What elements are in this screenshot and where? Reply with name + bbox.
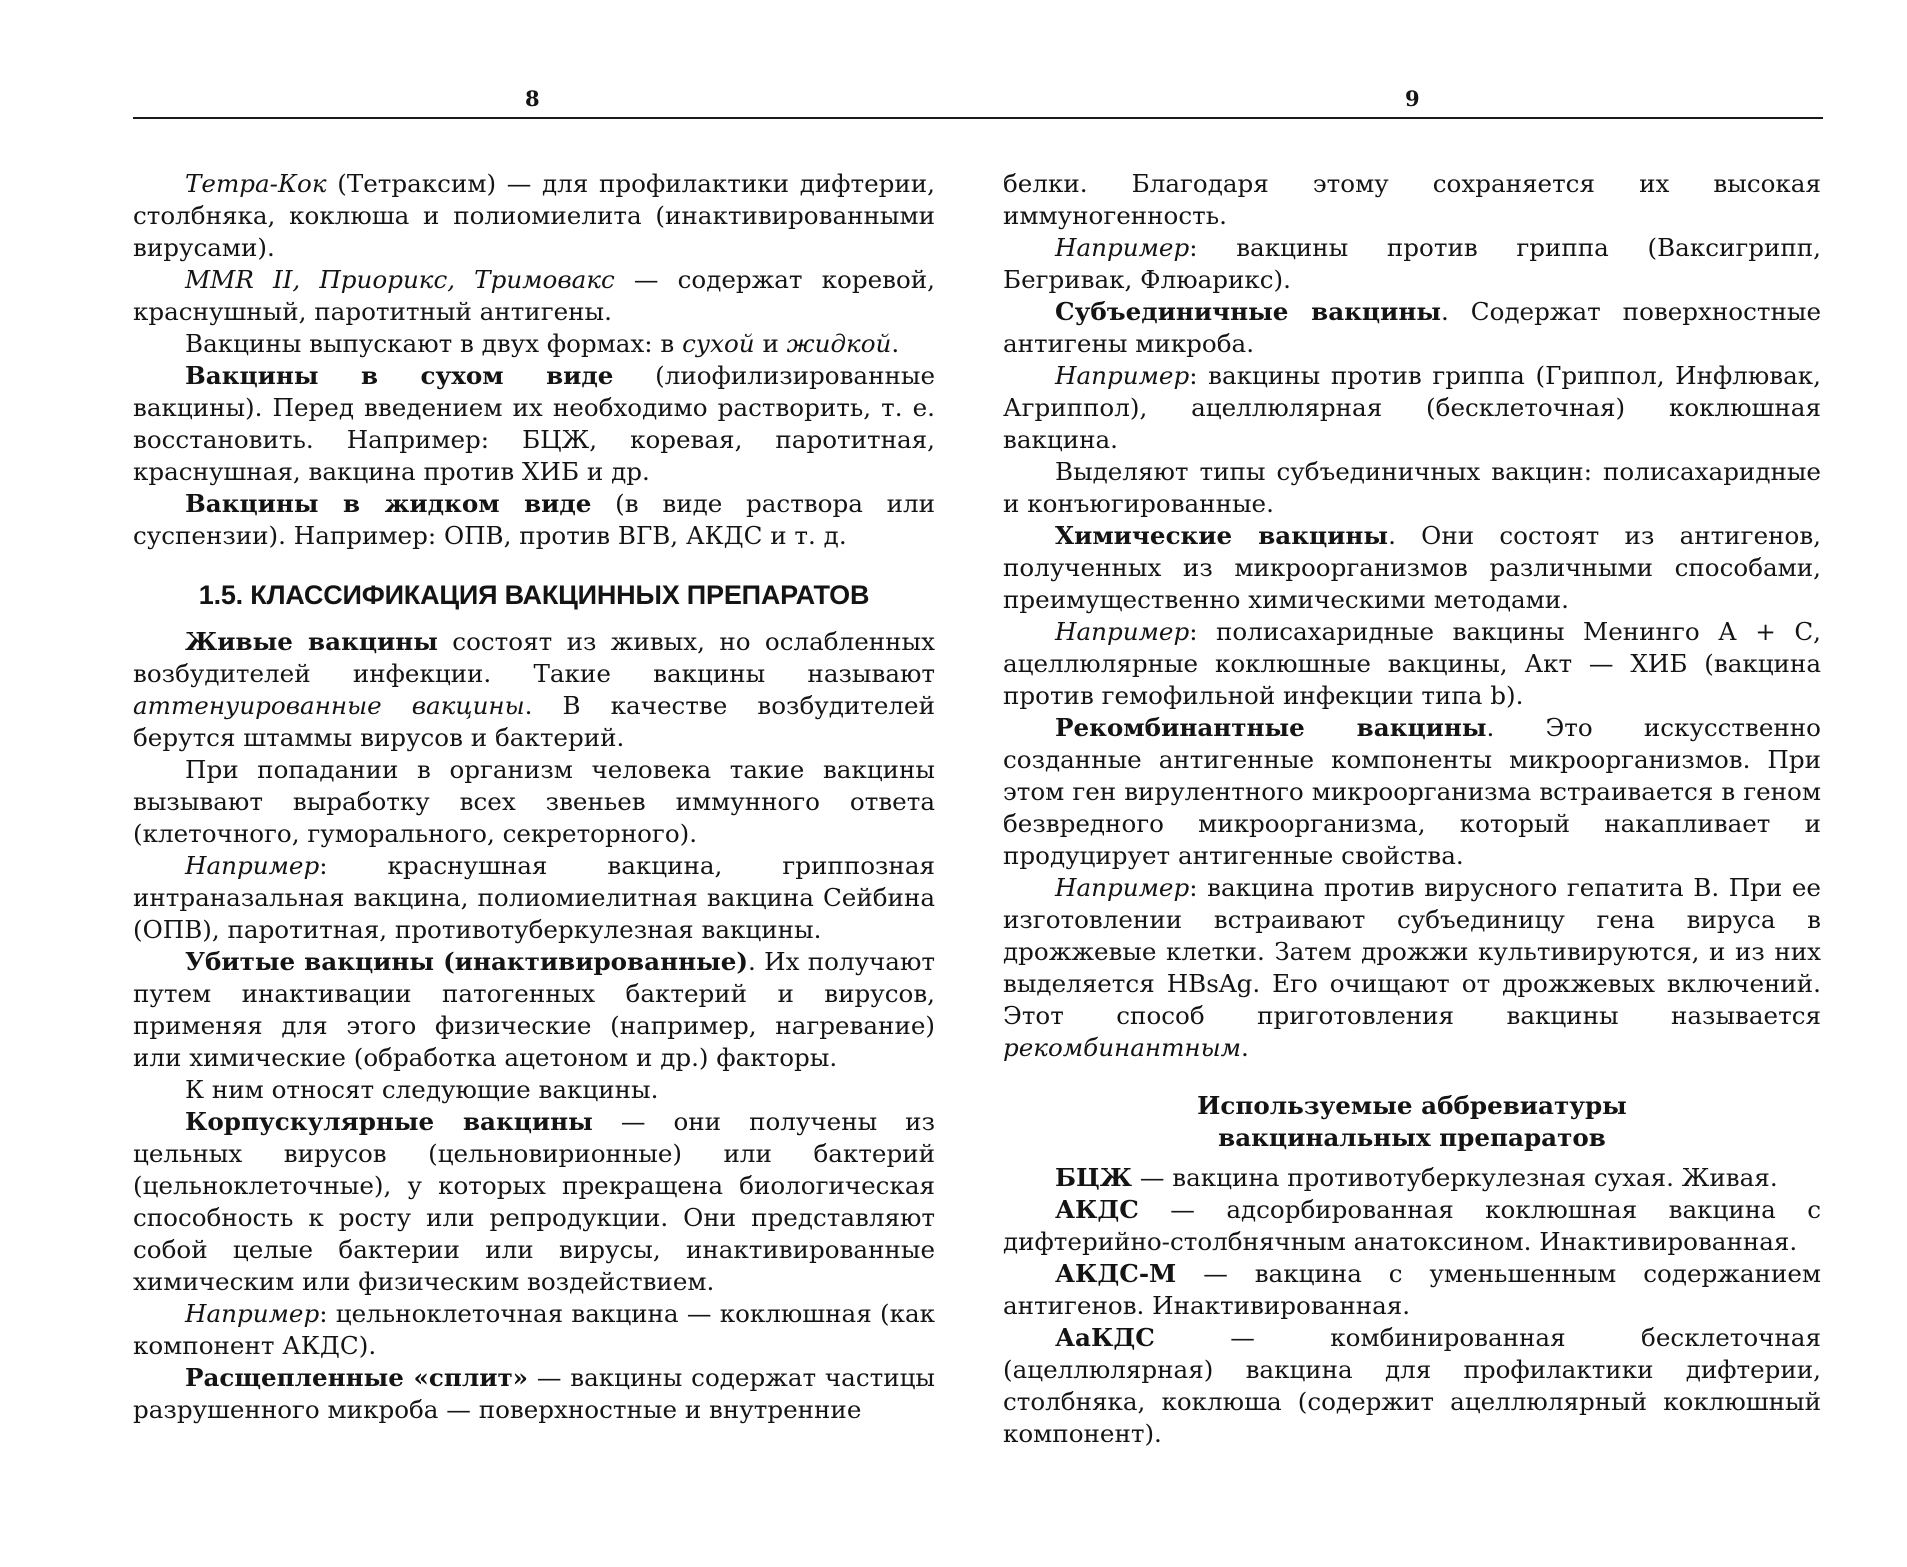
paragraph: белки. Благодаря этому сохраняется их высокая иммуногенность. — [1003, 169, 1821, 230]
sub-heading-line: Используемые аббревиатуры — [1197, 1091, 1627, 1120]
paragraph: Тетра-Кок (Тетраксим) — для профилактики дифтерии, столбняка, коклюша и полиомиелита (инактивированными вирусами). — [133, 169, 935, 262]
paragraph: Например: вакцины против гриппа (Гриппол, Инфлювак, Агриппол), ацеллюлярная (бесклеточная) коклюшная вакцина. — [1003, 361, 1821, 454]
left-page-number: 8 — [525, 86, 540, 111]
paragraph: Корпускулярные вакцины — они получены из цельных вирусов (цельновирионные) или бактерий (цельноклеточные), у которых прекращена биологическая способность к росту или репродукции. Они представляют собой целые бактерии или вирусы, инактивированные химическим или физическим воздействием. — [133, 1107, 935, 1296]
header-rule — [133, 117, 1823, 119]
paragraph: Вакцины выпускают в двух формах: в сухой и жидкой. — [185, 329, 900, 358]
paragraph: Расщепленные «сплит» — вакцины содержат частицы разрушенного микроба — поверхностные и внутренние — [133, 1363, 935, 1424]
paragraph: К ним относят следующие вакцины. — [185, 1075, 659, 1104]
sub-heading-line: вакцинальных препаратов — [1218, 1123, 1606, 1152]
paragraph: Рекомбинантные вакцины. Это искусственно созданные антигенные компоненты микроорганизмов. При этом ген вирулентного микроорганизма встраивается в геном безвредного микроорганизма, который накапливает и продуцирует антигенные свойства. — [1003, 713, 1821, 870]
paragraph: Вакцины в сухом виде (лиофилизированные вакцины). Перед введением их необходимо растворить, т. е. восстановить. Например: БЦЖ, коревая, паротитная, краснушная, вакцина против ХИБ и др. — [133, 361, 936, 486]
paragraph: Живые вакцины состоят из живых, но ослабленных возбудителей инфекции. Такие вакцины называют аттенуированные вакцины. В качестве возбудителей берутся штаммы вирусов и бактерий. — [133, 627, 936, 752]
paragraph: АаКДС — комбинированная бесклеточная (ацеллюлярная) вакцина для профилактики дифтерии, столбняка, коклюша (содержит ацеллюлярный коклюшный компонент). — [1003, 1323, 1821, 1448]
paragraph: Субъединичные вакцины. Содержат поверхностные антигены микроба. — [1003, 297, 1821, 358]
paragraph: Вакцины в жидком виде (в виде раствора или суспензии). Например: ОПВ, против ВГВ, АКДС и т. д. — [133, 489, 935, 550]
paragraph: Химические вакцины. Они состоят из антигенов, полученных из микроорганизмов различными способами, преимущественно химическими методами. — [1003, 521, 1821, 614]
paragraph: АКДС-М — вакцина с уменьшенным содержанием антигенов. Инактивированная. — [1003, 1259, 1821, 1320]
paragraph: Например: цельноклеточная вакцина — коклюшная (как компонент АКДС). — [133, 1299, 935, 1360]
paragraph: Выделяют типы субъединичных вакцин: полисахаридные и конъюгированные. — [1003, 457, 1821, 518]
paragraph: Например: полисахаридные вакцины Менинго А + С, ацеллюлярные коклюшные вакцины, Акт — ХИБ (вакцина против гемофильной инфекции типа b). — [1003, 617, 1821, 710]
paragraph: Например: краснушная вакцина, гриппозная интраназальная вакцина, полиомиелитная вакцина Сейбина (ОПВ), паротитная, противотуберкулезная вакцины. — [133, 851, 935, 944]
paragraph: БЦЖ — вакцина противотуберкулезная сухая. Живая. — [1055, 1163, 1778, 1192]
section-heading: 1.5. КЛАССИФИКАЦИЯ ВАКЦИННЫХ ПРЕПАРАТОВ — [198, 580, 870, 610]
sub-heading — [1003, 1090, 1821, 1154]
right-page-column — [1003, 168, 1821, 1450]
left-page-column — [133, 168, 935, 1426]
paragraph: MMR II, Приорикс, Тримовакс — содержат коревой, краснушный, паротитный антигены. — [133, 265, 935, 326]
paragraph: Например: вакцины против гриппа (Ваксигрипп, Бегривак, Флюарикс). — [1003, 233, 1821, 294]
right-page-number: 9 — [1405, 86, 1420, 111]
paragraph: Убитые вакцины (инактивированные). Их получают путем инактивации патогенных бактерий и вирусов, применяя для этого физические (например, нагревание) или химические (обработка ацетоном и др.) факторы. — [133, 947, 935, 1072]
paragraph: Например: вакцина против вирусного гепатита В. При ее изготовлении встраивают субъединицу гена вируса в дрожжевые клетки. Затем дрожжи культивируются, и из них выделяется HBsAg. Его очищают от дрожжевых включений. Этот способ приготовления вакцины называется рекомбинантным. — [1003, 873, 1821, 1062]
paragraph: При попадании в организм человека такие вакцины вызывают выработку всех звеньев иммунного ответа (клеточного, гуморального, секреторного). — [133, 755, 935, 848]
paragraph: АКДС — адсорбированная коклюшная вакцина с дифтерийно-столбнячным анатоксином. Инактивированная. — [1003, 1195, 1821, 1256]
